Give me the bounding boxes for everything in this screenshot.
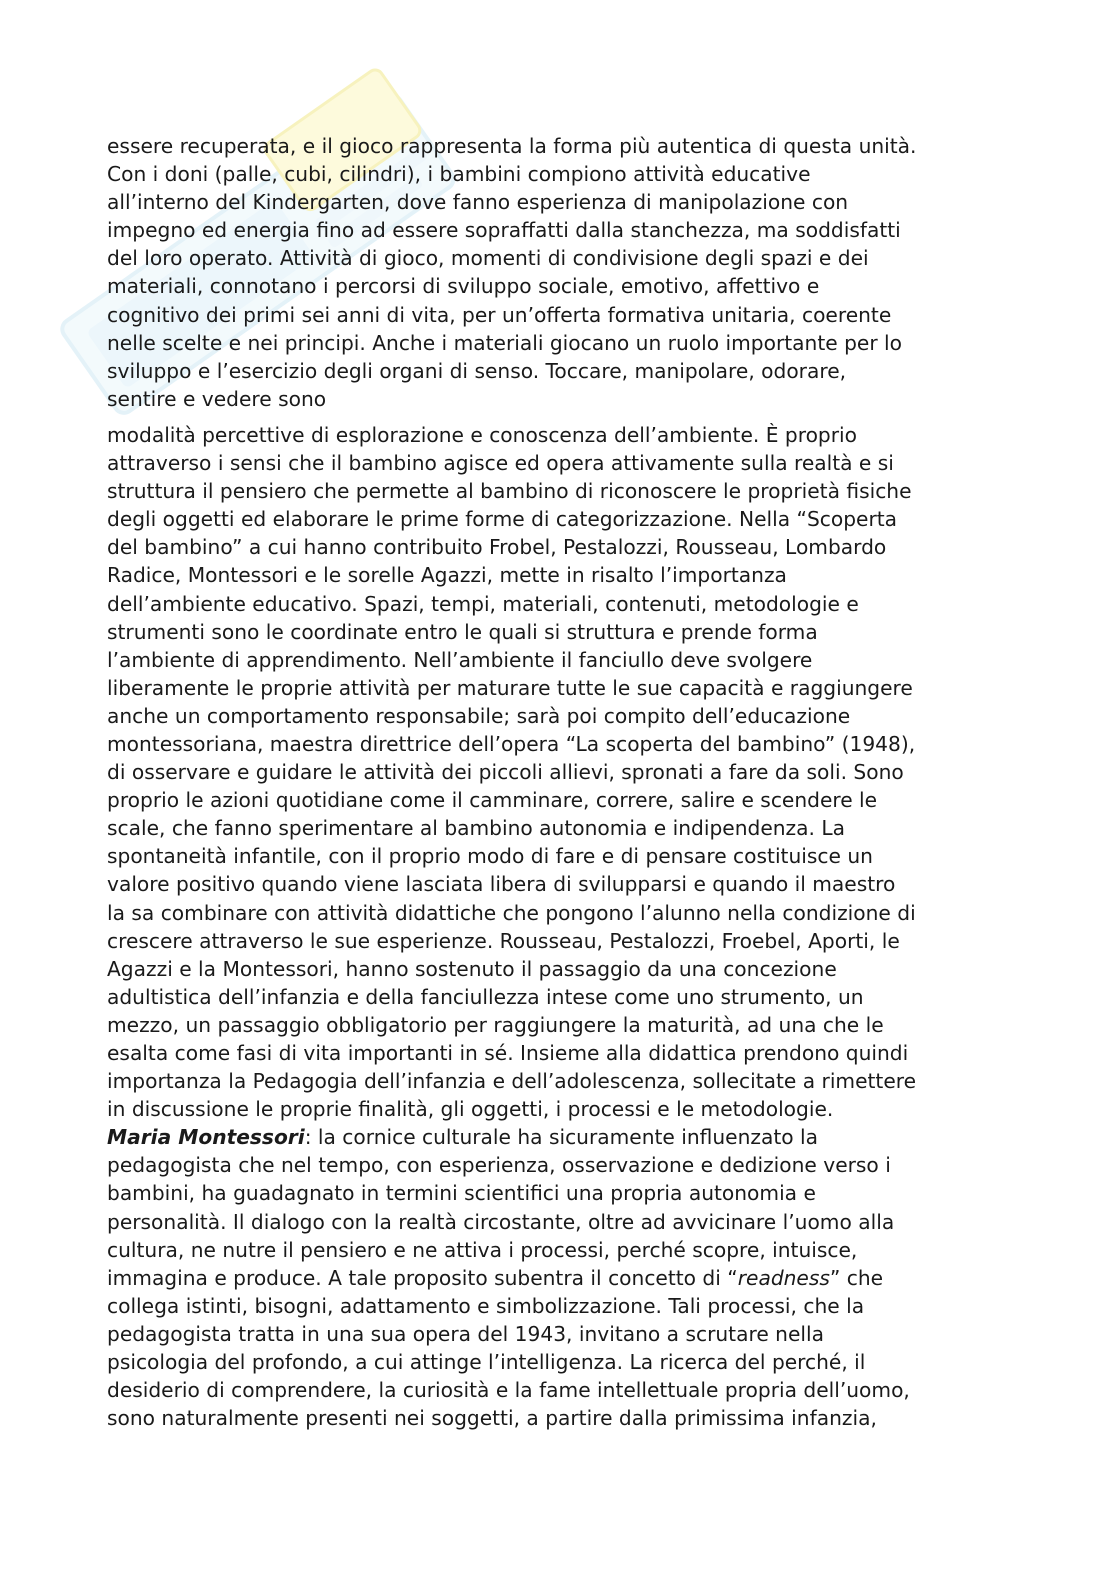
- text-line: crescere attraverso le sue esperienze. Rousseau, Pestalozzi, Froebel, Aporti, le: [107, 928, 900, 953]
- text-line: sono naturalmente presenti nei soggetti, a partire dalla primissima infanzia,: [107, 1406, 877, 1431]
- text-line: personalità. Il dialogo con la realtà circostante, oltre ad avvicinare l’uomo alla: [107, 1209, 895, 1234]
- text-line: Agazzi e la Montessori, hanno sostenuto il passaggio da una concezione: [107, 956, 837, 981]
- text-line: scale, che fanno sperimentare al bambino autonomia e indipendenza. La: [107, 816, 845, 841]
- text-line: montessoriana, maestra direttrice dell’opera “La scoperta del bambino” (1948),: [107, 731, 916, 756]
- text-line: attraverso i sensi che il bambino agisce ed opera attivamente sulla realtà e si: [107, 451, 894, 476]
- montessori-section: [107, 1123, 1017, 1432]
- heading-continuation: : la cornice culturale ha sicuramente influenzato la: [304, 1125, 819, 1150]
- text-line: psicologia del profondo, a cui attinge l’intelligenza. La ricerca del perché, il: [107, 1350, 866, 1375]
- text-line: importanza la Pedagogia dell’infanzia e dell’adolescenza, sollecitate a rimettere: [107, 1069, 917, 1094]
- text-line: la sa combinare con attività didattiche che pongono l’alunno nella condizione di: [107, 900, 916, 925]
- text-line: essere recuperata, e il gioco rappresenta la forma più autentica di questa unità.: [107, 134, 917, 158]
- text-line: collega istinti, bisogni, adattamento e simbolizzazione. Tali processi, che la: [107, 1293, 865, 1318]
- document-body: [107, 132, 1017, 1432]
- text-line: nelle scelte e nei principi. Anche i materiali giocano un ruolo importante per lo: [107, 330, 902, 355]
- text-line: liberamente le proprie attività per maturare tutte le sue capacità e raggiungere: [107, 675, 913, 700]
- readness-before: immagina e produce. A tale proposito subentra il concetto di “: [107, 1265, 738, 1290]
- text-line: sentire e vedere sono: [107, 386, 327, 411]
- text-line: del loro operato. Attività di gioco, momenti di condivisione degli spazi e dei: [107, 246, 869, 271]
- paragraph-gap: [107, 413, 1017, 421]
- text-line: pedagogista tratta in una sua opera del 1943, invitano a scrutare nella: [107, 1321, 824, 1346]
- readness-term: readness: [737, 1265, 830, 1290]
- readness-after: ” che: [829, 1265, 884, 1290]
- text-line: del bambino” a cui hanno contribuito Frobel, Pestalozzi, Rousseau, Lombardo: [107, 535, 887, 560]
- text-line: adultistica dell’infanzia e della fanciullezza intese come uno strumento, un: [107, 984, 864, 1009]
- text-line: Radice, Montessori e le sorelle Agazzi, mette in risalto l’importanza: [107, 563, 787, 588]
- text-line: materiali, connotano i percorsi di sviluppo sociale, emotivo, affettivo e: [107, 274, 820, 299]
- text-line: esalta come fasi di vita importanti in sé. Insieme alla didattica prendono quindi: [107, 1041, 909, 1065]
- text-line: l’ambiente di apprendimento. Nell’ambiente il fanciullo deve svolgere: [107, 647, 813, 672]
- text-line: struttura il pensiero che permette al bambino di riconoscere le proprietà fisiche: [107, 479, 912, 504]
- paragraph-2: [107, 421, 1017, 1123]
- text-line: proprio le azioni quotidiane come il camminare, correre, salire e scendere le: [107, 788, 878, 813]
- text-line: bambini, ha guadagnato in termini scientifici una propria autonomia e: [107, 1181, 816, 1206]
- text-line: dell’ambiente educativo. Spazi, tempi, materiali, contenuti, metodologie e: [107, 591, 859, 616]
- text-line: spontaneità infantile, con il proprio modo di fare e di pensare costituisce un: [107, 844, 873, 869]
- text-line: all’interno del Kindergarten, dove fanno esperienza di manipolazione con: [107, 190, 849, 215]
- text-line: anche un comportamento responsabile; sarà poi compito dell’educazione: [107, 703, 851, 728]
- text-line: cultura, ne nutre il pensiero e ne attiva i processi, perché scopre, intuisce,: [107, 1237, 858, 1262]
- text-line: valore positivo quando viene lasciata libera di svilupparsi e quando il maestro: [107, 872, 896, 897]
- text-line: desiderio di comprendere, la curiosità e la fame intellettuale propria dell’uomo,: [107, 1378, 910, 1403]
- text-line: [107, 1123, 1017, 1151]
- text-line: pedagogista che nel tempo, con esperienza, osservazione e dedizione verso i: [107, 1153, 891, 1178]
- text-line: mezzo, un passaggio obbligatorio per raggiungere la maturità, ad una che le: [107, 1012, 884, 1037]
- text-line: modalità percettive di esplorazione e conoscenza dell’ambiente. È proprio: [107, 422, 857, 447]
- text-line: Con i doni (palle, cubi, cilindri), i bambini compiono attività educative: [107, 162, 811, 187]
- text-line: cognitivo dei primi sei anni di vita, per un’offerta formativa unitaria, coerente: [107, 302, 892, 327]
- text-line: [107, 1264, 1017, 1292]
- paragraph-1: [107, 132, 1017, 413]
- text-line: impegno ed energia fino ad essere sopraffatti dalla stanchezza, ma soddisfatti: [107, 218, 901, 243]
- text-line: sviluppo e l’esercizio degli organi di senso. Toccare, manipolare, odorare,: [107, 358, 847, 383]
- section-heading: Maria Montessori: [107, 1125, 305, 1150]
- text-line: di osservare e guidare le attività dei piccoli allievi, spronati a fare da soli. Sono: [107, 760, 904, 785]
- text-line: strumenti sono le coordinate entro le quali si struttura e prende forma: [107, 619, 818, 644]
- text-line: in discussione le proprie finalità, gli oggetti, i processi e le metodologie.: [107, 1097, 834, 1122]
- text-line: degli oggetti ed elaborare le prime forme di categorizzazione. Nella “Scoperta: [107, 507, 898, 532]
